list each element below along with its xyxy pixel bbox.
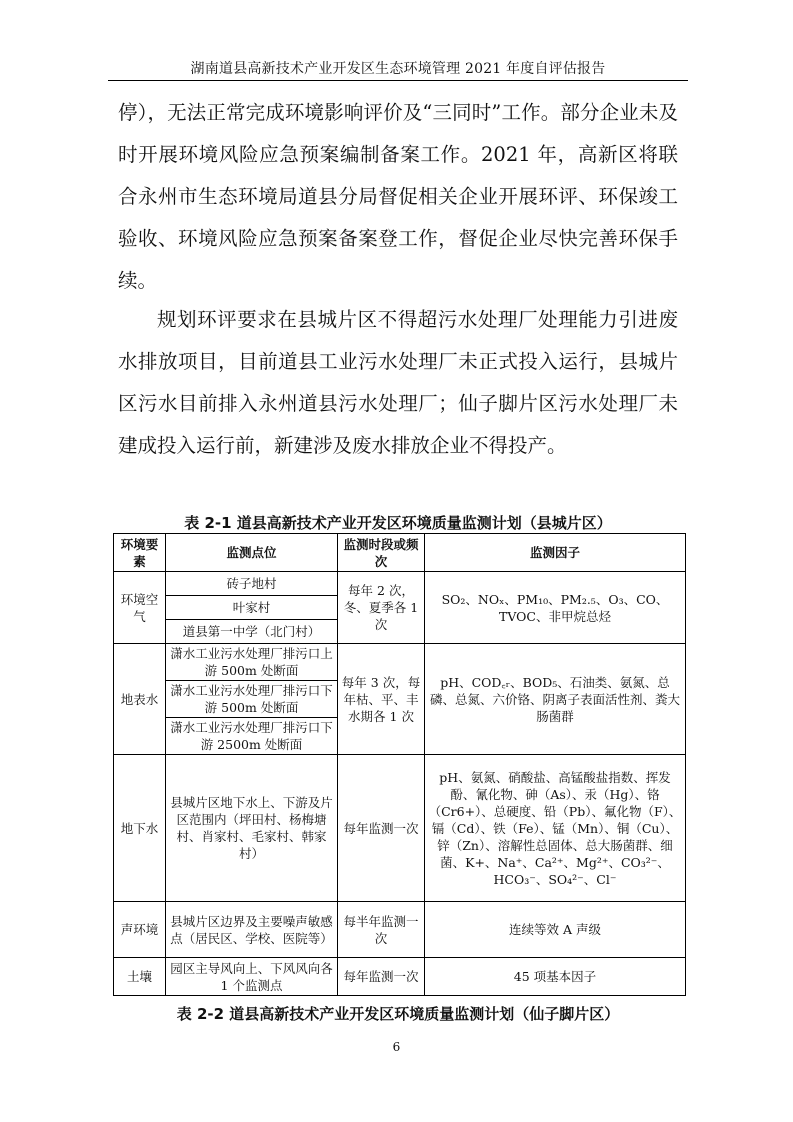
table-row (114, 644, 686, 681)
noise-frequency: 每半年监测一次 (338, 902, 425, 958)
surface-element: 地表水 (114, 644, 166, 755)
soil-element: 土壤 (114, 958, 166, 996)
air-point: 道县第一中学（北门村） (166, 620, 338, 644)
surface-point: 潇水工业污水处理厂排污口上游 500m 处断面 (166, 644, 338, 681)
noise-point: 县城片区边界及主要噪声敏感点（居民区、学校、医院等） (166, 902, 338, 958)
surface-factors: pH、COD꜀ᵣ、BOD₅、石油类、氨氮、总磷、总氮、六价铬、阴离子表面活性剂、粪大肠菌群 (425, 644, 686, 755)
table-1-caption: 表 2-1 道县高新技术产业开发区环境质量监测计划（县城片区） (184, 514, 612, 532)
ground-factors: pH、氨氮、硝酸盐、高锰酸盐指数、挥发酚、氰化物、砷（As）、汞（Hg）、铬（Cr6+）、总硬度、铅（Pb）、氟化物（F）、镉（Cd）、铁（Fe）、锰（Mn）、铜（Cu）、锌（Zn）、溶解性总固体、总大肠菌群、细菌、K+、Na⁺、Ca²⁺、Mg²⁺、CO₃²⁻、HCO₃⁻、SO₄²⁻、Cl⁻ (425, 755, 686, 902)
table-row (114, 572, 686, 596)
soil-frequency: 每年监测一次 (338, 958, 425, 996)
header-element: 环境要素 (114, 534, 166, 572)
noise-factors: 连续等效 A 声级 (425, 902, 686, 958)
table-header-row (114, 534, 686, 572)
soil-point: 园区主导风向上、下风风向各 1 个监测点 (166, 958, 338, 996)
air-point: 叶家村 (166, 596, 338, 620)
header-divider (108, 80, 688, 81)
table-row (114, 902, 686, 958)
surface-point: 潇水工业污水处理厂排污口下游 2500m 处断面 (166, 718, 338, 755)
noise-element: 声环境 (114, 902, 166, 958)
page-number: 6 (392, 1040, 401, 1054)
ground-element: 地下水 (114, 755, 166, 902)
air-factors: SO₂、NOₓ、PM₁₀、PM₂.₅、O₃、CO、TVOC、非甲烷总烃 (425, 572, 686, 644)
air-element: 环境空气 (114, 572, 166, 644)
surface-point: 潇水工业污水处理厂排污口下游 500m 处断面 (166, 681, 338, 718)
page-header: 湖南道县高新技术产业开发区生态环境管理 2021 年度自评估报告 (190, 61, 606, 77)
paragraph-2: 规划环评要求在县城片区不得超污水处理厂处理能力引进废水排放项目，目前道县工业污水处理厂未正式投入运行，县城片区污水目前排入永州道县污水处理厂；仙子脚片区污水处理厂未建成投入运行前，新建涉及废水排放企业不得投产。 (118, 308, 678, 457)
header-frequency: 监测时段或频次 (338, 534, 425, 572)
monitoring-plan-table (113, 533, 686, 996)
ground-frequency: 每年监测一次 (338, 755, 425, 902)
soil-factors: 45 项基本因子 (425, 958, 686, 996)
table-row (114, 755, 686, 902)
header-factors: 监测因子 (425, 534, 686, 572)
surface-frequency: 每年 3 次，每年枯、平、丰水期各 1 次 (338, 644, 425, 755)
table-2-caption: 表 2-2 道县高新技术产业开发区环境质量监测计划（仙子脚片区） (176, 1005, 620, 1023)
ground-point: 县城片区地下水上、下游及片区范围内（坪田村、杨梅塘村、肖家村、毛家村、韩家村） (166, 755, 338, 902)
paragraph-1: 停），无法正常完成环境影响评价及“三同时”工作。部分企业未及时开展环境风险应急预案编制备案工作。2021 年，高新区将联合永州市生态环境局道县分局督促相关企业开展环评、环保竣工验收、环境风险应急预案备案登工作，督促企业尽快完善环保手续。 (118, 101, 678, 292)
air-frequency: 每年 2 次，冬、夏季各 1 次 (338, 572, 425, 644)
air-point: 砖子地村 (166, 572, 338, 596)
table-row (114, 958, 686, 996)
header-point: 监测点位 (166, 534, 338, 572)
